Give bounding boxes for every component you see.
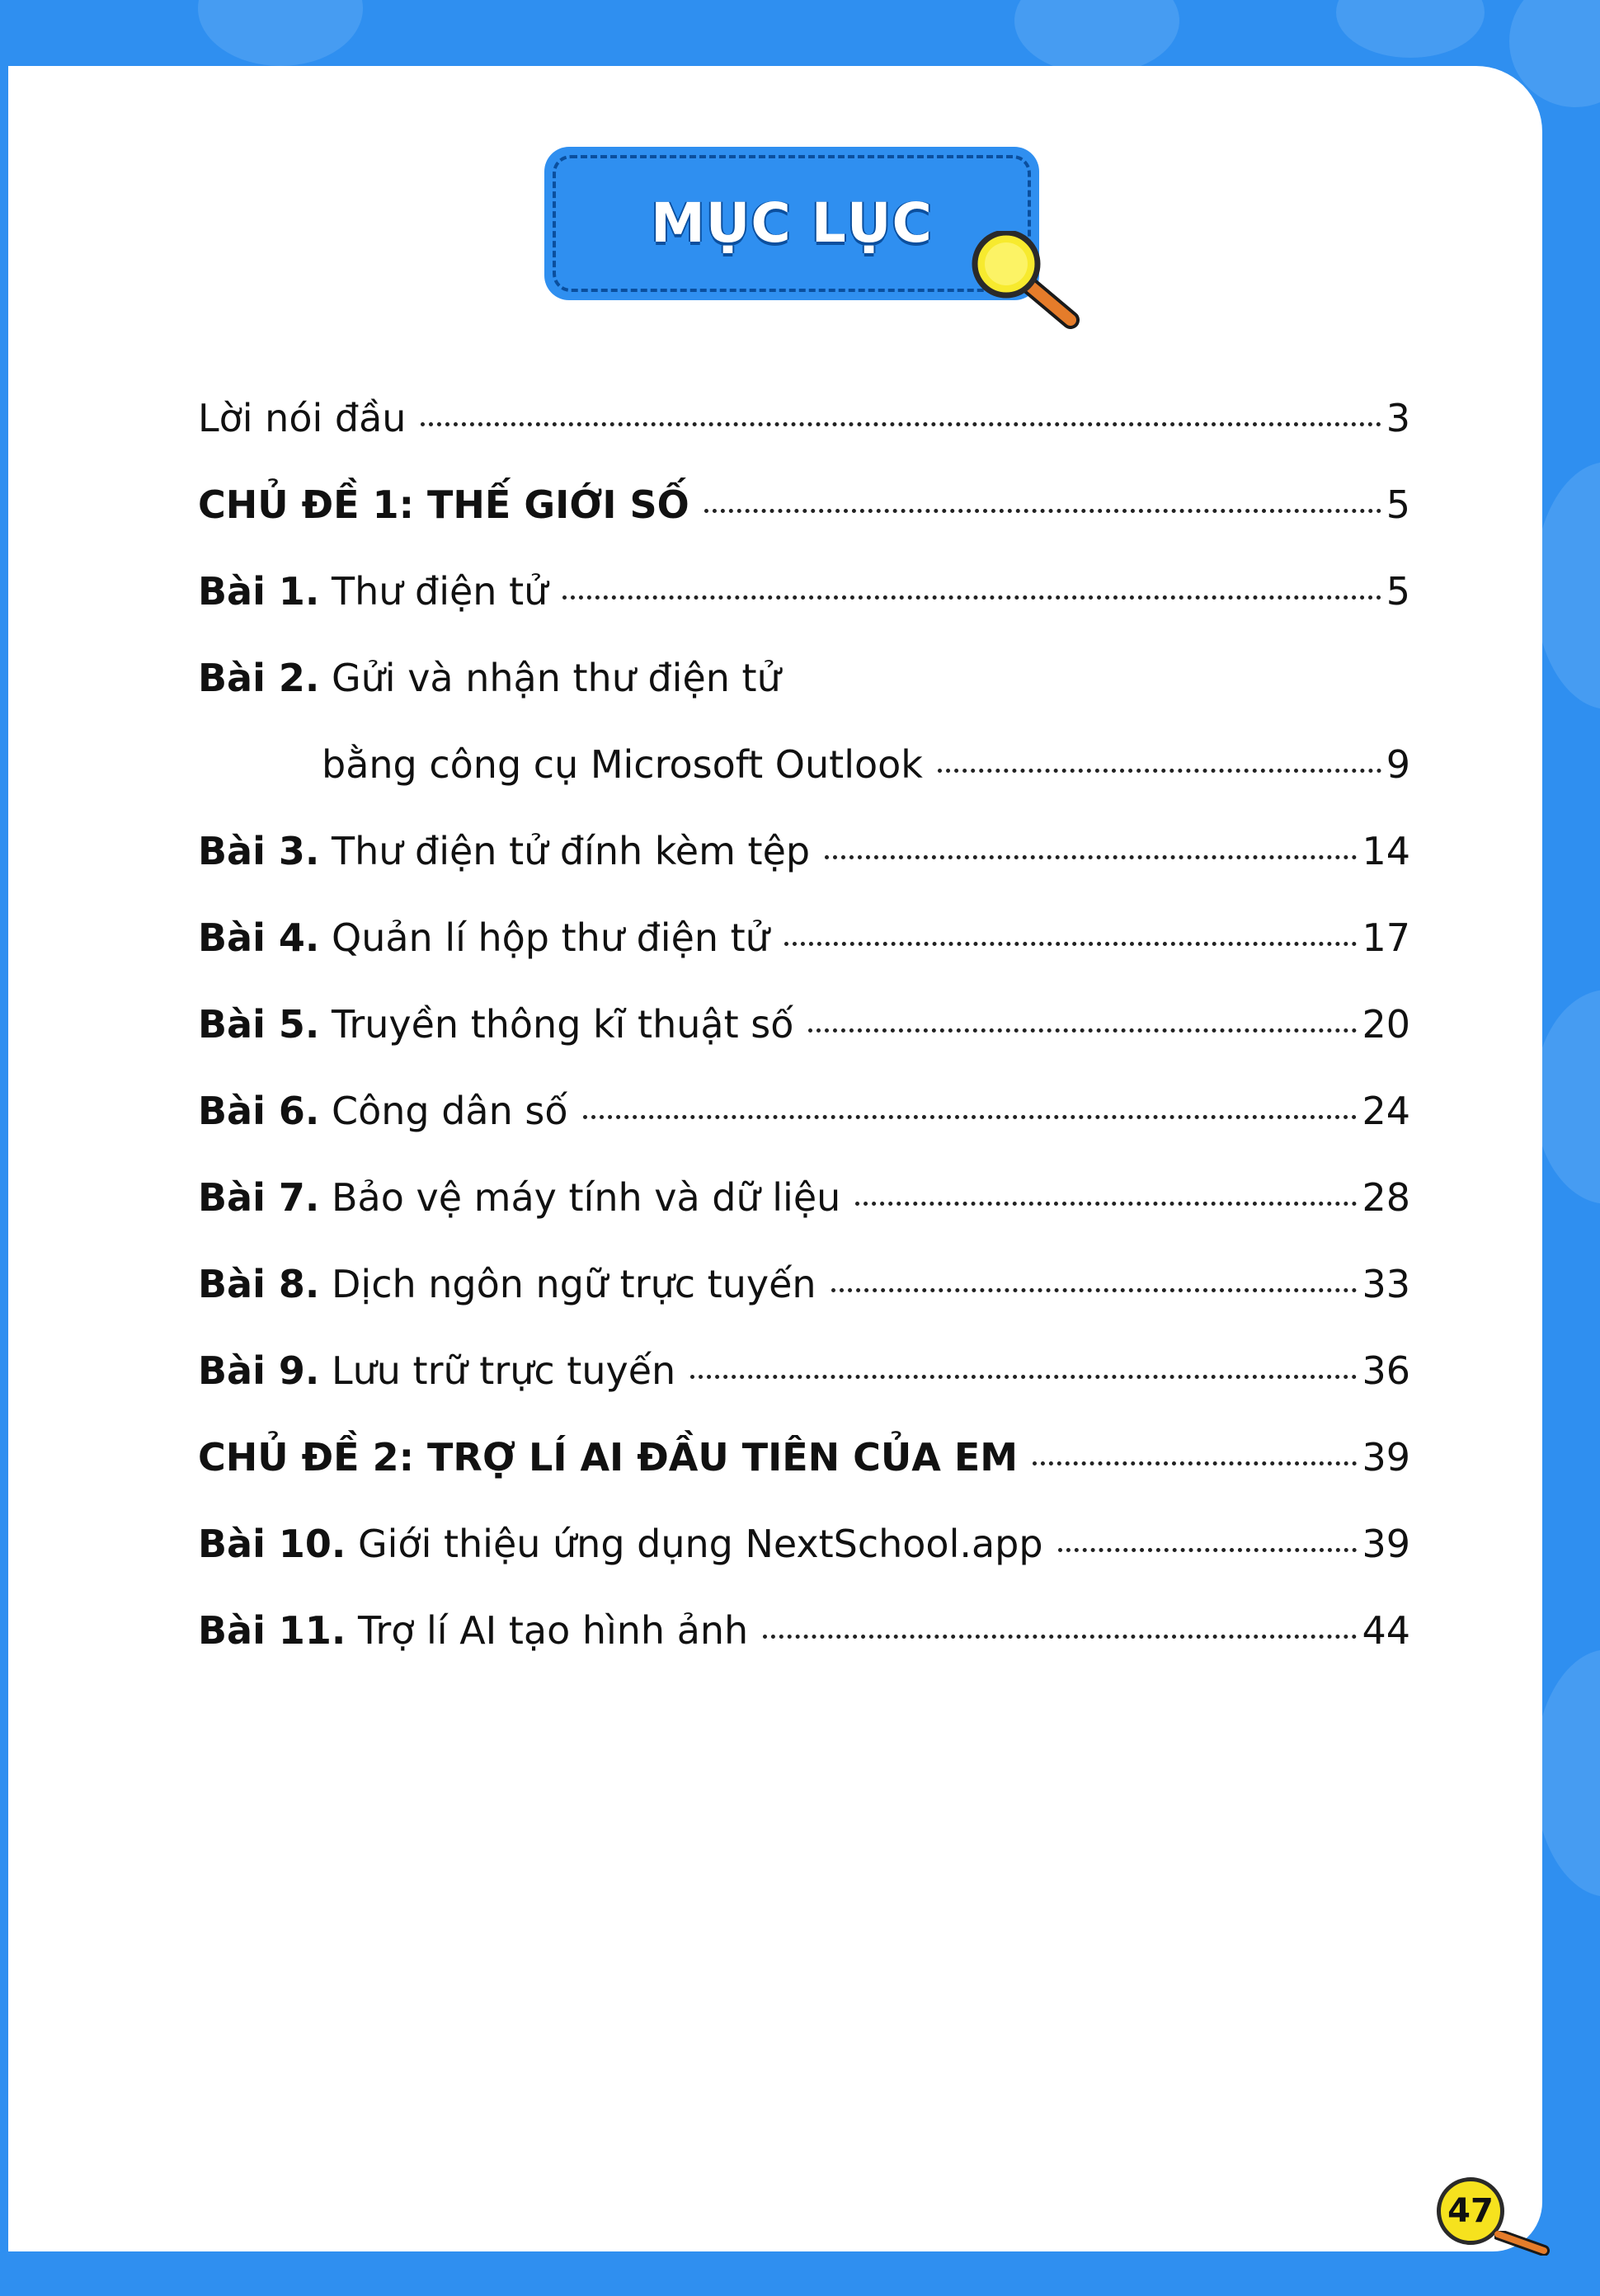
leader-dots xyxy=(1058,1548,1358,1552)
toc-lead: Bài 7. xyxy=(198,1175,320,1220)
toc-page: 5 xyxy=(1386,482,1410,527)
toc-entry-lesson-4[interactable] xyxy=(198,915,1410,960)
toc-lead: Bài 9. xyxy=(198,1348,320,1393)
toc-lead: Bài 8. xyxy=(198,1262,320,1306)
toc-entry-lesson-11[interactable] xyxy=(198,1608,1410,1653)
toc-label: Lưu trữ trực tuyến xyxy=(319,1348,676,1393)
leader-dots xyxy=(1033,1461,1357,1466)
toc-topic-1[interactable] xyxy=(198,482,1410,527)
toc-lead: Bài 2. xyxy=(198,656,320,700)
toc-label: Công dân số xyxy=(319,1089,568,1133)
toc-label: Gửi và nhận thư điện tử xyxy=(319,656,781,700)
toc-lead: Bài 1. xyxy=(198,569,320,614)
leader-dots xyxy=(704,509,1381,513)
toc-page: 17 xyxy=(1362,915,1410,960)
toc-label: CHỦ ĐỀ 1: THẾ GIỚI SỐ xyxy=(198,482,689,527)
leader-dots xyxy=(825,855,1357,859)
toc-entry-lesson-7[interactable] xyxy=(198,1175,1410,1220)
leader-dots xyxy=(831,1288,1358,1292)
toc-entry-lesson-10[interactable] xyxy=(198,1522,1410,1566)
toc-page: 14 xyxy=(1362,829,1410,873)
toc-page: 20 xyxy=(1362,1002,1410,1047)
leader-dots xyxy=(938,769,1381,773)
leader-dots xyxy=(808,1028,1357,1033)
leader-dots xyxy=(763,1635,1357,1639)
toc-page: 44 xyxy=(1362,1608,1410,1653)
toc-lead: Bài 11. xyxy=(198,1608,346,1653)
toc-lead: Bài 5. xyxy=(198,1002,320,1047)
toc-label: Thư điện tử xyxy=(319,569,548,614)
toc-label: CHỦ ĐỀ 2: TRỢ LÍ AI ĐẦU TIÊN CỦA EM xyxy=(198,1435,1019,1480)
toc-entry-lesson-2-continued[interactable] xyxy=(322,742,1410,787)
toc-lead: Bài 4. xyxy=(198,915,320,960)
toc-label: Lời nói đầu xyxy=(198,396,407,440)
toc-label: Bảo vệ máy tính và dữ liệu xyxy=(319,1175,841,1220)
toc-page: 24 xyxy=(1362,1089,1410,1133)
leader-dots xyxy=(562,595,1381,600)
toc-page: 28 xyxy=(1362,1175,1410,1220)
magnifier-icon xyxy=(1494,2231,1552,2256)
toc-page: 9 xyxy=(1386,742,1410,787)
toc-entry-lesson-9[interactable] xyxy=(198,1348,1410,1393)
toc-label: bằng công cụ Microsoft Outlook xyxy=(322,742,923,787)
toc-label: Dịch ngôn ngữ trực tuyến xyxy=(319,1262,816,1306)
leader-dots xyxy=(784,942,1358,946)
toc-label: Truyền thông kĩ thuật số xyxy=(319,1002,794,1047)
leader-dots xyxy=(690,1375,1357,1379)
toc-label: Thư điện tử đính kèm tệp xyxy=(319,829,811,873)
toc-entry-foreword[interactable] xyxy=(198,396,1410,440)
toc-page: 39 xyxy=(1362,1522,1410,1566)
leader-dots xyxy=(855,1202,1357,1206)
toc-page: 33 xyxy=(1362,1262,1410,1306)
toc-page: 3 xyxy=(1386,396,1410,440)
toc-label: Quản lí hộp thư điện tử xyxy=(319,915,769,960)
toc-entry-lesson-8[interactable] xyxy=(198,1262,1410,1306)
toc-page: 5 xyxy=(1386,569,1410,614)
toc-topic-2[interactable] xyxy=(198,1435,1410,1480)
toc-entry-lesson-3[interactable] xyxy=(198,829,1410,873)
toc-entry-lesson-6[interactable] xyxy=(198,1089,1410,1133)
toc-page: 39 xyxy=(1362,1435,1410,1480)
toc-page: 36 xyxy=(1362,1348,1410,1393)
leader-dots xyxy=(583,1115,1358,1119)
toc-label: Giới thiệu ứng dụng NextSchool.app xyxy=(346,1522,1043,1566)
toc-entry-lesson-2[interactable] xyxy=(198,656,1410,700)
toc-entry-lesson-1[interactable] xyxy=(198,569,1410,614)
toc-entry-lesson-5[interactable] xyxy=(198,1002,1410,1047)
toc-lead: Bài 10. xyxy=(198,1522,346,1566)
leader-dots xyxy=(421,422,1381,426)
toc-label: Trợ lí AI tạo hình ảnh xyxy=(346,1608,749,1653)
page-number: 47 xyxy=(1437,2177,1504,2245)
page-title: MỤC LỤC xyxy=(651,191,933,255)
toc-lead: Bài 6. xyxy=(198,1089,320,1133)
toc-lead: Bài 3. xyxy=(198,829,320,873)
